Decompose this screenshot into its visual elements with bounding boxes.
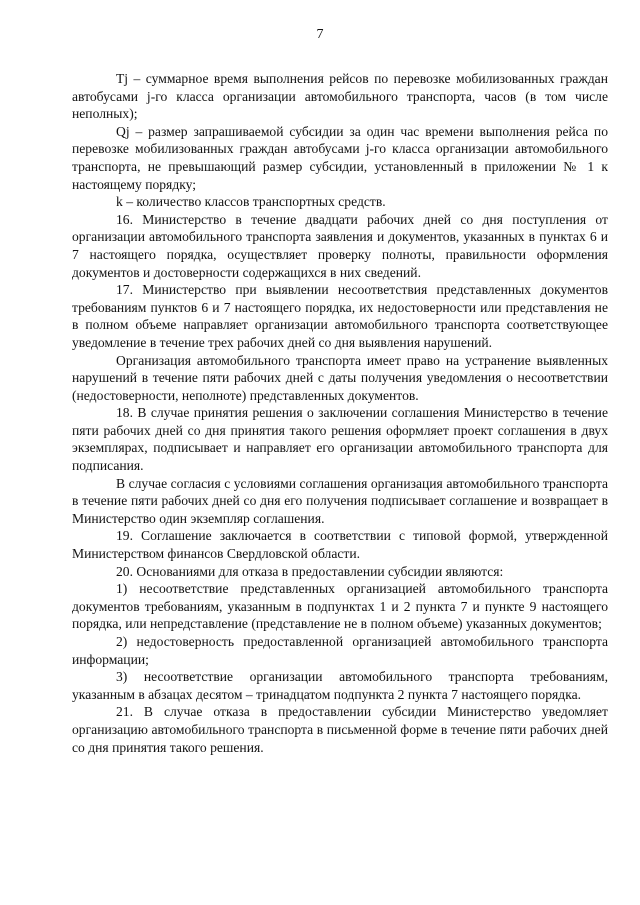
paragraph-17-correction-right: Организация автомобильного транспорта имеет право на устранение выявленных нарушений в течение пяти рабочих дней с даты получения уведомления о несоответствии (недостоверности, неполноте) представленных документов.	[72, 352, 608, 403]
paragraph-19: 19. Соглашение заключается в соответствии с типовой формой, утвержденной Министерством финансов Свердловской области.	[72, 528, 608, 562]
document-body	[72, 70, 608, 756]
paragraph-20-item-2: 2) недостоверность предоставленной организацией автомобильного транспорта информации;	[72, 634, 608, 667]
paragraph-16: 16. Министерство в течение двадцати рабочих дней со дня поступления от организации автомобильного транспорта заявления и документов, указанных в пунктах 6 и 7 настоящего порядка, осуществляет проверку полноты, правильности оформления документов и достоверности содержащихся в них сведений.	[72, 211, 608, 280]
paragraph-tj-definition: Tj – суммарное время выполнения рейсов по перевозке мобилизованных граждан автобусами j-го класса организации автомобильного транспорта, часов (в том числе неполных);	[72, 71, 608, 122]
paragraph-k-definition: k – количество классов транспортных средств.	[116, 194, 386, 210]
paragraph-qj-definition: Qj – размер запрашиваемой субсидии за один час времени выполнения рейса по перевозке мобилизованных граждан автобусами j-го класса организации автомобильного транспорта, не превышающий размер субсидии, установленный в приложении № 1 к настоящему порядку;	[72, 123, 608, 192]
paragraph-17: 17. Министерство при выявлении несоответствия представленных документов требованиям пунктов 6 и 7 настоящего порядка, их недостоверности или представления не в полном объеме направляет организации автомобильного транспорта соответствующее уведомление в течение трех рабочих дней со дня выявления нарушений.	[72, 282, 608, 350]
paragraph-18: 18. В случае принятия решения о заключении соглашения Министерство в течение пяти рабочих дней со дня принятия такого решения оформляет проект соглашения в двух экземплярах, подписывает и направляет его организации автомобильного транспорта для подписания.	[72, 405, 608, 474]
paragraph-20: 20. Основаниями для отказа в предоставлении субсидии являются:	[116, 563, 504, 579]
paragraph-20-item-3: 3) несоответствие организации автомобильного транспорта требованиям, указанным в абзацах десятом – тринадцатом подпункта 2 пункта 7 настоящего порядка.	[72, 669, 608, 702]
paragraph-21: 21. В случае отказа в предоставлении субсидии Министерство уведомляет организацию автомобильного транспорта в письменной форме в течение пяти рабочих дней со дня принятия такого решения.	[72, 704, 608, 755]
page-number: 7	[316, 27, 324, 42]
paragraph-18-agreement-signing: В случае согласия с условиями соглашения организация автомобильного транспорта в течение пяти рабочих дней со дня его получения подписывает соглашение и возвращает в Министерство один экземпляр соглашения.	[72, 475, 608, 526]
paragraph-20-item-1: 1) несоответствие представленных организацией автомобильного транспорта документов требованиям, указанным в подпунктах 1 и 2 пункта 7 и пункте 9 настоящего порядка, или непредставление (представление не в полном объеме) указанных документов;	[72, 581, 608, 632]
